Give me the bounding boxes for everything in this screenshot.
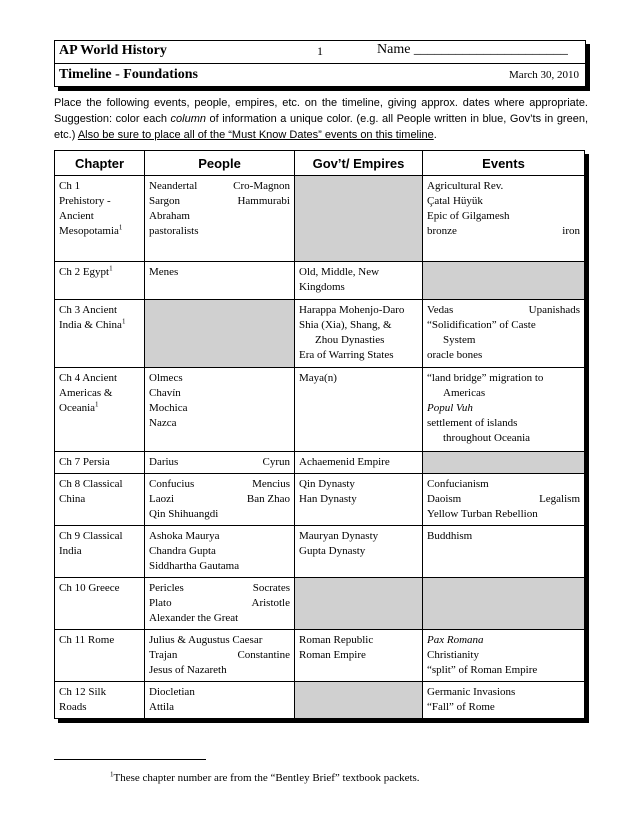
govt-cell-empty — [295, 578, 423, 630]
table-row — [55, 176, 585, 262]
events-cell-empty — [423, 452, 585, 474]
table-row — [55, 300, 585, 368]
instructions-line-1: Place the following events, people, empires, etc. on the timeline, giving approx. dates where appropriate. — [54, 97, 588, 109]
footnote-mark: 1 — [110, 770, 114, 779]
table-row — [55, 526, 585, 578]
govt-cell: Achaemenid Empire — [295, 452, 423, 474]
header-events: Events — [423, 151, 585, 176]
people-cell: Diocletian Attila — [145, 682, 295, 719]
footnote — [110, 772, 420, 784]
people-cell: Confucius Mencius Laozi Ban Zhao Qin Shihuangdi — [145, 474, 295, 526]
footnote-mark: 1 — [95, 401, 99, 409]
table-row — [55, 368, 585, 452]
people-cell-empty — [145, 300, 295, 368]
chapter-cell: Ch 7 Persia — [55, 452, 145, 474]
instructions-line-2b: of information a unique color. (e.g. all People written in blue, Gov’ts in — [205, 113, 554, 125]
instructions-line-3a: green, etc.) — [54, 113, 589, 141]
instructions-underlined: Also be sure to place all of the “Must Know Dates” events on this timeline — [77, 129, 434, 141]
govt-cell: Old, Middle, New Kingdoms — [295, 262, 423, 300]
chapter-cell: Ch 12 Silk Roads — [55, 682, 145, 719]
events-cell: Vedas Upanishads “Solidification” of Caste System oracle bones — [423, 300, 585, 368]
chapter-cell: Ch 11 Rome — [55, 630, 145, 682]
table-row — [55, 682, 585, 719]
events-cell: Agricultural Rev. Çatal Hüyük Epic of Gilgamesh bronze iron — [423, 176, 585, 262]
people-cell: Neandertal Cro-Magnon Sargon Hammurabi Abraham pastoralists — [145, 176, 295, 262]
people-cell: Darius Cyrun — [145, 452, 295, 474]
instructions-line-2a: Suggestion: color each — [54, 113, 171, 125]
footnote-mark: 1 — [121, 318, 126, 326]
header-govt: Gov’t/ Empires — [295, 151, 423, 176]
people-cell: Ashoka Maurya Chandra Gupta Siddhartha Gautama — [145, 526, 295, 578]
govt-cell: Mauryan Dynasty Gupta Dynasty — [295, 526, 423, 578]
govt-cell: Maya(n) — [295, 368, 423, 452]
header-row-bottom — [55, 64, 585, 86]
table-header-row — [55, 151, 585, 176]
govt-cell-empty — [295, 176, 423, 262]
table-row — [55, 262, 585, 300]
worksheet-date: March 30, 2010 — [509, 69, 579, 81]
chapter-cell: Ch 8 Classical China — [55, 474, 145, 526]
people-cell: Menes — [145, 262, 295, 300]
footnote-divider — [54, 759, 206, 760]
events-cell: Germanic Invasions “Fall” of Rome — [423, 682, 585, 719]
govt-cell: Roman Republic Roman Empire — [295, 630, 423, 682]
instructions-line-3b: . — [433, 129, 437, 141]
govt-cell: Harappa Mohenjo-Daro Shia (Xia), Shang, & Zhou Dynasties Era of Warring States — [295, 300, 423, 368]
table-row — [55, 578, 585, 630]
header-people: People — [145, 151, 295, 176]
chapter-cell: Ch 1 Prehistory - Ancient Mesopotamia$^1$ — [55, 176, 145, 262]
instructions — [54, 95, 588, 143]
people-cell: Julius & Augustus Caesar Trajan Constantine Jesus of Nazareth — [145, 630, 295, 682]
events-cell-empty — [423, 262, 585, 300]
govt-cell-empty — [295, 682, 423, 719]
events-cell-empty — [423, 578, 585, 630]
chapter-cell: Ch 4 Ancient Americas & Oceania$^1$ — [55, 368, 145, 452]
events-cell: Pax Romana Christianity “split” of Roman Empire — [423, 630, 585, 682]
govt-cell: Qin Dynasty Han Dynasty — [295, 474, 423, 526]
events-cell: Buddhism — [423, 526, 585, 578]
timeline-table — [54, 150, 585, 719]
table-row — [55, 452, 585, 474]
footnote-mark: 1 — [118, 224, 123, 232]
events-cell: “land bridge” migration to Americas Popul Vuh settlement of islands throughout Oceania — [423, 368, 585, 452]
chapter-cell: Ch 9 Classical India — [55, 526, 145, 578]
people-cell: Pericles Socrates Plato Aristotle Alexander the Great — [145, 578, 295, 630]
chapter-cell: Ch 3 Ancient India & China$^1$ — [55, 300, 145, 368]
chapter-cell: Ch 2 Egypt$^1$ — [55, 262, 145, 300]
name-field: Name ______________________ — [377, 42, 568, 57]
header-chapter: Chapter — [55, 151, 145, 176]
people-cell: Olmecs Chavín Mochica Nazca — [145, 368, 295, 452]
page-number: 1 — [317, 44, 323, 58]
instructions-emphasis: column — [170, 113, 206, 125]
header-row-top — [55, 41, 585, 64]
worksheet-title: Timeline - Foundations — [59, 67, 198, 82]
page-header — [54, 40, 586, 87]
course-title: AP World History — [59, 43, 167, 58]
chapter-cell: Ch 10 Greece — [55, 578, 145, 630]
table-row — [55, 474, 585, 526]
footnote-text: These chapter number are from the “Bentley Brief” textbook packets. — [113, 772, 420, 784]
events-cell: Confucianism Daoism Legalism Yellow Turban Rebellion — [423, 474, 585, 526]
footnote-mark: 1 — [109, 265, 113, 273]
table-row — [55, 630, 585, 682]
